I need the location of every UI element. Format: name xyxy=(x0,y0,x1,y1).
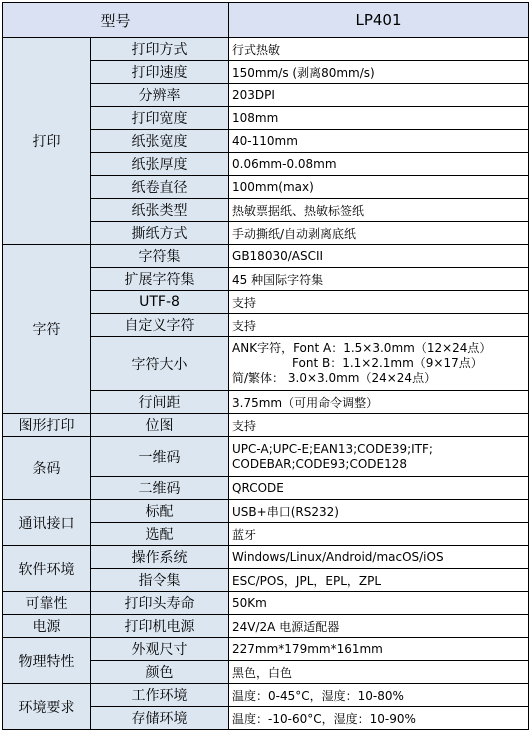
spec-label: 自定义字符 xyxy=(91,314,229,337)
spec-value: 3.75mm（可用命令调整） xyxy=(229,391,529,414)
category-physical: 物理特性 xyxy=(3,638,91,684)
spec-value: 支持 xyxy=(229,291,529,314)
spec-value: 行式热敏 xyxy=(229,38,529,61)
spec-value: 热敏票据纸、热敏标签纸 xyxy=(229,199,529,222)
value-line: ANK字符，Font A：1.5×3.0mm（12×24点） xyxy=(232,341,492,355)
model-value: LP401 xyxy=(229,3,529,38)
spec-value: 蓝牙 xyxy=(229,523,529,546)
spec-label: 纸张宽度 xyxy=(91,130,229,153)
spec-value: 100mm(max) xyxy=(229,176,529,199)
spec-label: 指令集 xyxy=(91,569,229,592)
spec-value: 支持 xyxy=(229,414,529,437)
value-line: CODEBAR;CODE93;CODE128 xyxy=(232,456,407,471)
category-power: 电源 xyxy=(3,615,91,638)
spec-label: 纸卷直径 xyxy=(91,176,229,199)
spec-label: 位图 xyxy=(91,414,229,437)
spec-value: 150mm/s (剥离80mm/s) xyxy=(229,61,529,84)
spec-label: 分辨率 xyxy=(91,84,229,107)
table-row xyxy=(3,615,529,638)
value-line: 简/繁体： 3.0×3.0mm（24×24点） xyxy=(232,371,437,385)
spec-value: 227mm*179mm*161mm xyxy=(229,638,529,661)
spec-table xyxy=(2,2,529,730)
spec-value xyxy=(229,337,529,391)
spec-value: 45 种国际字符集 xyxy=(229,268,529,291)
model-label: 型号 xyxy=(3,3,229,38)
spec-label: 选配 xyxy=(91,523,229,546)
value-line: UPC-A;UPC-E;EAN13;CODE39;ITF; xyxy=(232,441,433,456)
spec-label: 外观尺寸 xyxy=(91,638,229,661)
spec-value: 支持 xyxy=(229,314,529,337)
spec-label: UTF-8 xyxy=(91,291,229,314)
spec-label: 字符大小 xyxy=(91,337,229,391)
spec-value: Windows/Linux/Android/macOS/iOS xyxy=(229,546,529,569)
spec-value: 温度：-10-60°C，湿度：10-90% xyxy=(229,707,529,730)
table-header xyxy=(3,3,529,38)
table-row xyxy=(3,684,529,707)
category-reliability: 可靠性 xyxy=(3,592,91,615)
spec-value: 24V/2A 电源适配器 xyxy=(229,615,529,638)
spec-value: USB+串口(RS232) xyxy=(229,500,529,523)
spec-label: 打印机电源 xyxy=(91,615,229,638)
spec-label: 一维码 xyxy=(91,437,229,477)
category-software: 软件环境 xyxy=(3,546,91,592)
spec-value: 50Km xyxy=(229,592,529,615)
spec-value: GB18030/ASCII xyxy=(229,245,529,268)
table-row xyxy=(3,638,529,661)
spec-value: 203DPI xyxy=(229,84,529,107)
spec-label: 纸张厚度 xyxy=(91,153,229,176)
spec-label: 打印宽度 xyxy=(91,107,229,130)
spec-value: ESC/POS，JPL，EPL，ZPL xyxy=(229,569,529,592)
spec-label: 颜色 xyxy=(91,661,229,684)
category-barcode: 条码 xyxy=(3,437,91,500)
spec-label: 打印速度 xyxy=(91,61,229,84)
table-row xyxy=(3,245,529,268)
table-row xyxy=(3,38,529,61)
table-row xyxy=(3,437,529,477)
spec-value: 温度：0-45°C，湿度：10-80% xyxy=(229,684,529,707)
spec-label: 打印头寿命 xyxy=(91,592,229,615)
spec-label: 标配 xyxy=(91,500,229,523)
spec-label: 扩展字符集 xyxy=(91,268,229,291)
value-line: Font B：1.1×2.1mm（9×17点） xyxy=(292,356,483,370)
spec-value: 40-110mm xyxy=(229,130,529,153)
category-interface: 通讯接口 xyxy=(3,500,91,546)
spec-value: 0.06mm-0.08mm xyxy=(229,153,529,176)
category-chars: 字符 xyxy=(3,245,91,414)
spec-label: 存储环境 xyxy=(91,707,229,730)
spec-label: 字符集 xyxy=(91,245,229,268)
spec-label: 操作系统 xyxy=(91,546,229,569)
table-row xyxy=(3,592,529,615)
spec-value xyxy=(229,437,529,477)
spec-value: 黑色，白色 xyxy=(229,661,529,684)
spec-label: 工作环境 xyxy=(91,684,229,707)
spec-label: 纸张类型 xyxy=(91,199,229,222)
spec-value: QRCODE xyxy=(229,477,529,500)
spec-label: 二维码 xyxy=(91,477,229,500)
table-row xyxy=(3,546,529,569)
spec-value: 手动撕纸/自动剥离底纸 xyxy=(229,222,529,245)
table-row xyxy=(3,414,529,437)
table-row xyxy=(3,500,529,523)
category-print: 打印 xyxy=(3,38,91,245)
spec-label: 行间距 xyxy=(91,391,229,414)
category-graphics: 图形打印 xyxy=(3,414,91,437)
spec-label: 打印方式 xyxy=(91,38,229,61)
category-environment: 环境要求 xyxy=(3,684,91,730)
spec-value: 108mm xyxy=(229,107,529,130)
spec-label: 撕纸方式 xyxy=(91,222,229,245)
